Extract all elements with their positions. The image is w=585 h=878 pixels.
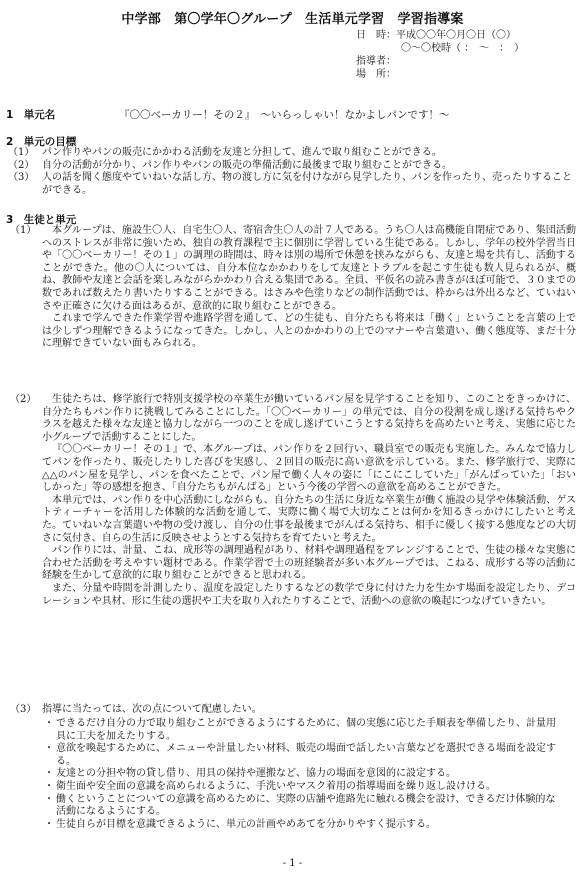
unit-name: 『〇〇ベーカリー！その２』 ～いらっしゃい！なかよしパンです！～ bbox=[119, 109, 450, 121]
guidance-text: できるだけ自分の力で取り組むことができるようにするために、個の実態に応じた手順表を準備したり、計量用具に工夫を加えたりする。 bbox=[56, 718, 556, 742]
para-text: 本単元では、パン作りを中心活動にしながらも、自分たちの生活に身近な卒業生が働く施設の見学や体験活動、ゲストティーチャーを活用した体験的な活動を通して、実際に働く場で大切なことは何かを知るきっかけにしたいと考えた。ていねいな言葉遣いや物の受け渡し、自分の仕事を最後までがんばる気持ち、相手に優しく接する態度などの大切さに気付き、自らの生活に反映させようとする気持ちを育てたいと考えた。 bbox=[42, 494, 576, 544]
guidance-text: 衛生面や安全面の意識を高められるように、手洗いやマスク着用の指導場面を繰り返し設けける。 bbox=[56, 780, 496, 792]
students-para-3 bbox=[10, 704, 576, 717]
para-number: （1） bbox=[10, 225, 37, 236]
para-text: 本グループは、施設生〇人、自宅生〇人、寄宿舎生〇人の計７人である。うち〇人は高機能自閉症であり、集団活動へのストレスが非常に強いため、独自の教育課程で主に個別に学習している生徒である。しかし、学年の校外学習当日や「〇〇ベーカリー！その１」の調理の時間は、時々は別の場所で休憩を挟みながらも、友達と場を共有し、活動することができた。他の〇人については、自分本位なかかわりをして友達とトラブルを起こす生徒も数人見られるが、概ね、教師や友達と会話を楽しみながらかかわり合える集団である。全員、平仮名の読み書きがほぼ可能で、３０までの数であれば数えたり書いたりすることができる。はさみや色塗りなどの制作活動では、枠からは外出るなど、ていねいさや正確さに欠ける面はあるが、意欲的に取り組むことができる。 bbox=[42, 225, 576, 312]
bullet-mark: ・ bbox=[44, 768, 54, 780]
goal-item bbox=[8, 160, 576, 173]
guidance-item bbox=[44, 794, 564, 819]
guidance-text: 働くということについての意識を高めるために、実際の店舗や進路先に触れる機会を設け、できるだけ体験的な活動になるようにする。 bbox=[56, 793, 556, 818]
bullet-mark: ・ bbox=[44, 780, 54, 792]
guidance-item bbox=[44, 781, 564, 794]
para-text: これまで学んできた作業学習や進路学習を通して、どの生徒も、自分たちも将来は「働く」ということを言葉の上では少しずつ理解できるようになってきた。しかし、人とのかかわりの上でのマナーや言葉遣い、働く態度等、まだ十分に理解できていない面もみられる。 bbox=[42, 313, 576, 350]
unit-heading: 1 単元名 bbox=[6, 109, 56, 121]
bullet-mark: ・ bbox=[44, 718, 54, 729]
para-text: 生徒たちは、修学旅行で特別支援学校の卒業生が働いているパン屋を見学することを知り、このことをきっかけに、自分たちもパン作りに挑戦してみることにした。「〇〇ベーカリー」の単元では、自分の役割を成し遂げる気持ちやクラスを越えた様々な友達と協力しながら一つのことを成し遂げていこうとする気持ちを高めたいと考え、実態に応じた小グループで活動することにした。 bbox=[42, 394, 576, 443]
students-para-2 bbox=[10, 394, 576, 608]
students-para-1 bbox=[10, 225, 576, 351]
bullet-mark: ・ bbox=[44, 793, 54, 805]
page-number: - 1 - bbox=[282, 858, 303, 869]
goal-text: パン作りやパンの販売にかかわる活動を友達と分担して、進んで取り組むことができる。 bbox=[42, 147, 442, 158]
goal-number: （2） bbox=[8, 159, 35, 171]
guidance-text: 意欲を喚起するために、メニューや計量したい材料、販売の場面で話したい言葉などを選択できる場面を設定する。 bbox=[56, 743, 556, 767]
goals-heading: 2 単元の目標 bbox=[6, 136, 77, 148]
students-heading: 3 生徒と単元 bbox=[6, 214, 77, 226]
guidance-item bbox=[44, 768, 564, 781]
datetime: 日 時：平成〇〇年〇月〇日（〇） bbox=[356, 30, 516, 41]
place: 場 所： bbox=[356, 69, 396, 80]
unit-name-row bbox=[6, 107, 450, 122]
page-title: 中学部 第〇学年〇グループ 生活単元学習 学習指導案 bbox=[121, 12, 464, 27]
instructor: 指導者： bbox=[356, 56, 396, 67]
goal-text: 自分の活動が分かり、パン作りやパンの販売の準備活動に最後まで取り組むことができる。 bbox=[42, 159, 452, 171]
guidance-item bbox=[44, 743, 564, 768]
goal-text: 人の話を聞く態度やていねいな話し方、物の渡し方に気を付けながら見学したり、パンを作ったり、売ったりすることができる。 bbox=[42, 172, 572, 196]
period: 〇～〇校時（ ： ～ ： ） bbox=[401, 43, 525, 54]
bullet-mark: ・ bbox=[44, 818, 54, 830]
para-text: また、分量や時間を計測したり、温度を設定したりするなどの数学で身に付けた力を生かす場面を設定したり、デコレーションや具材、形に生徒の選択や工夫を取り入れたりすることで、活動への意欲の喚起につなげていきたい。 bbox=[42, 582, 576, 607]
goals-list bbox=[8, 147, 576, 197]
goal-number: （1） bbox=[8, 147, 35, 158]
goal-item bbox=[8, 172, 576, 197]
lesson-meta bbox=[356, 29, 524, 81]
goal-number: （3） bbox=[8, 172, 35, 184]
goal-item bbox=[8, 147, 576, 160]
para-number: （2） bbox=[10, 394, 37, 405]
guidance-item bbox=[44, 718, 564, 743]
para-text: 『〇〇ベーカリー！その１』で、本グループは、パン作りを２回行い、職員室での販売も実施した。みんなで協力してパンを作ったり、販売したりした喜びを実感し、２回目の販売に高い意欲を示している。また、修学旅行で、実際に△△のパン屋を見学し、パンを食べたことで、パン屋で働く人々の姿に「にこにこしていた」「がんばっていた」「おいしかった」等の感想を抱き、「自分たちもがんばる」という今後の学習への意欲を高めることができた。 bbox=[42, 444, 576, 494]
bullet-mark: ・ bbox=[44, 743, 54, 755]
guidance-item bbox=[44, 819, 564, 832]
guidance-list bbox=[44, 718, 564, 831]
para-number: （3） bbox=[10, 704, 37, 715]
guidance-text: 友達との分担や物の貸し借り、用具の保持や運搬など、協力の場面を意図的に設定する。 bbox=[56, 768, 456, 780]
para-text: 指導に当たっては、次の点について配慮したい。 bbox=[42, 704, 262, 715]
para-text: パン作りには、計量、こね、成形等の調理過程があり、材料や調理過程をアレンジすることで、生徒の様々な実態に合わせた活動を考えやすい題材である。作業学習で土の班経験者が多い本グループでは、こねる、成形する等の活動に経験を生かして意欲的に取り組むことができると思われる。 bbox=[42, 545, 576, 582]
guidance-text: 生徒自らが目標を意識できるように、単元の計画やめあてを分かりやすく提示する。 bbox=[56, 818, 436, 830]
